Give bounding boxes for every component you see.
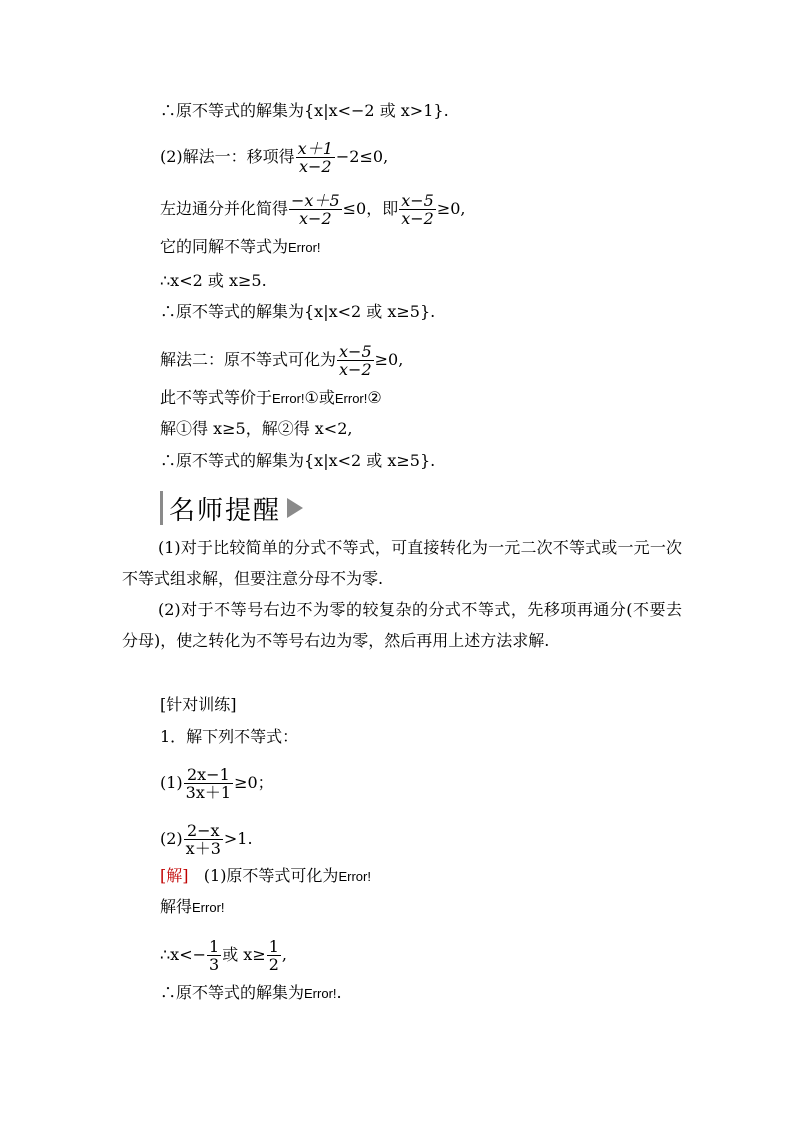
- heading-title: 名师提醒: [169, 495, 282, 526]
- text: (1)原不等式可化为: [203, 866, 339, 885]
- denominator: x−2: [401, 209, 434, 228]
- question-1b: [160, 822, 253, 857]
- text: 此不等式等价于: [160, 388, 273, 407]
- fraction: [399, 192, 436, 227]
- result-line: ∴x<2 或 x≥5.: [160, 271, 267, 290]
- fraction: [267, 938, 281, 973]
- denominator: x−2: [299, 209, 332, 228]
- denominator: x−2: [298, 157, 332, 176]
- fraction: [296, 140, 335, 175]
- solution-tag: [解]: [160, 866, 189, 885]
- solution-set-line-1: ∴原不等式的解集为{x|x<−2 或 x>1}.: [160, 101, 449, 120]
- denominator: 3: [209, 955, 220, 974]
- solve-line: 解①得 x≥5，解②得 x<2,: [160, 419, 353, 438]
- text: ∴原不等式的解集为: [160, 983, 305, 1002]
- error-placeholder: Error!: [288, 240, 321, 255]
- text: ①或: [304, 388, 335, 407]
- text: ≥0,: [436, 199, 466, 218]
- error-placeholder: Error!: [192, 900, 225, 915]
- fraction: [207, 938, 221, 973]
- method-two-line: [160, 343, 403, 378]
- solution-line-1: [160, 866, 371, 887]
- denominator: 3x＋1: [185, 783, 232, 802]
- text: 左边通分并化简得: [160, 199, 289, 218]
- text: 解得: [160, 897, 193, 916]
- text: ∴x<−: [160, 945, 207, 964]
- numerator: 2x−1: [184, 766, 233, 784]
- tip-paragraph-1: (1)对于比较简单的分式不等式，可直接转化为一元二次不等式或一元一次不等式组求解，但要注意分母不为零.: [122, 538, 682, 588]
- text: (1): [160, 773, 183, 792]
- text: ≥0,: [374, 350, 404, 369]
- fraction: [289, 192, 342, 227]
- text: (2)解法一：移项得: [160, 147, 295, 166]
- method-one-line: [160, 140, 388, 175]
- denominator: x−2: [339, 360, 372, 379]
- training-label: [针对训练]: [160, 695, 237, 714]
- solution-set-line-2: ∴原不等式的解集为{x|x<2 或 x≥5}.: [160, 302, 436, 321]
- solution-line-4: [160, 983, 342, 1004]
- denominator: x＋3: [185, 839, 221, 858]
- equivalence-line: [160, 388, 382, 409]
- question-1a: [160, 766, 274, 801]
- denominator: 2: [268, 955, 279, 974]
- question-1: 1．解下列不等式：: [160, 727, 299, 746]
- error-placeholder: Error!: [304, 986, 337, 1001]
- text: .: [336, 983, 342, 1002]
- text: >1.: [223, 829, 253, 848]
- text: ≤0，即: [342, 199, 399, 218]
- tip-paragraph-2: (2)对于不等号右边不为零的较复杂的分式不等式，先移项再通分(不要去分母)，使之转化为不等号右边为零，然后再用上述方法求解.: [122, 600, 682, 650]
- text: 解法二：原不等式可化为: [160, 350, 337, 369]
- simplify-line: [160, 192, 466, 227]
- text: −2≤0,: [335, 147, 389, 166]
- heading-bar: [160, 491, 163, 525]
- text: ≥0；: [234, 773, 274, 792]
- numerator: 1: [268, 937, 279, 956]
- text: 它的同解不等式为: [160, 237, 289, 256]
- numerator: x−5: [339, 342, 372, 361]
- section-heading: [160, 490, 303, 526]
- numerator: 2−x: [184, 822, 223, 840]
- text: ②: [367, 388, 382, 407]
- error-placeholder: Error!: [338, 869, 371, 884]
- equivalent-line: [160, 237, 321, 258]
- solution-set-line-3: ∴原不等式的解集为{x|x<2 或 x≥5}.: [160, 451, 436, 470]
- numerator: 1: [209, 937, 220, 956]
- numerator: x＋1: [297, 139, 333, 158]
- solution-line-2: [160, 897, 225, 918]
- fraction: [184, 766, 233, 801]
- solution-line-3: [160, 938, 287, 973]
- error-placeholder: Error!: [272, 391, 305, 406]
- text: (2): [160, 829, 183, 848]
- text: ,: [281, 945, 288, 964]
- numerator: −x＋5: [291, 191, 340, 210]
- numerator: x−5: [401, 191, 434, 210]
- fraction: [184, 822, 223, 857]
- text: 或 x≥: [222, 945, 266, 964]
- play-triangle-icon: [287, 498, 303, 518]
- fraction: [337, 343, 374, 378]
- error-placeholder: Error!: [334, 391, 368, 406]
